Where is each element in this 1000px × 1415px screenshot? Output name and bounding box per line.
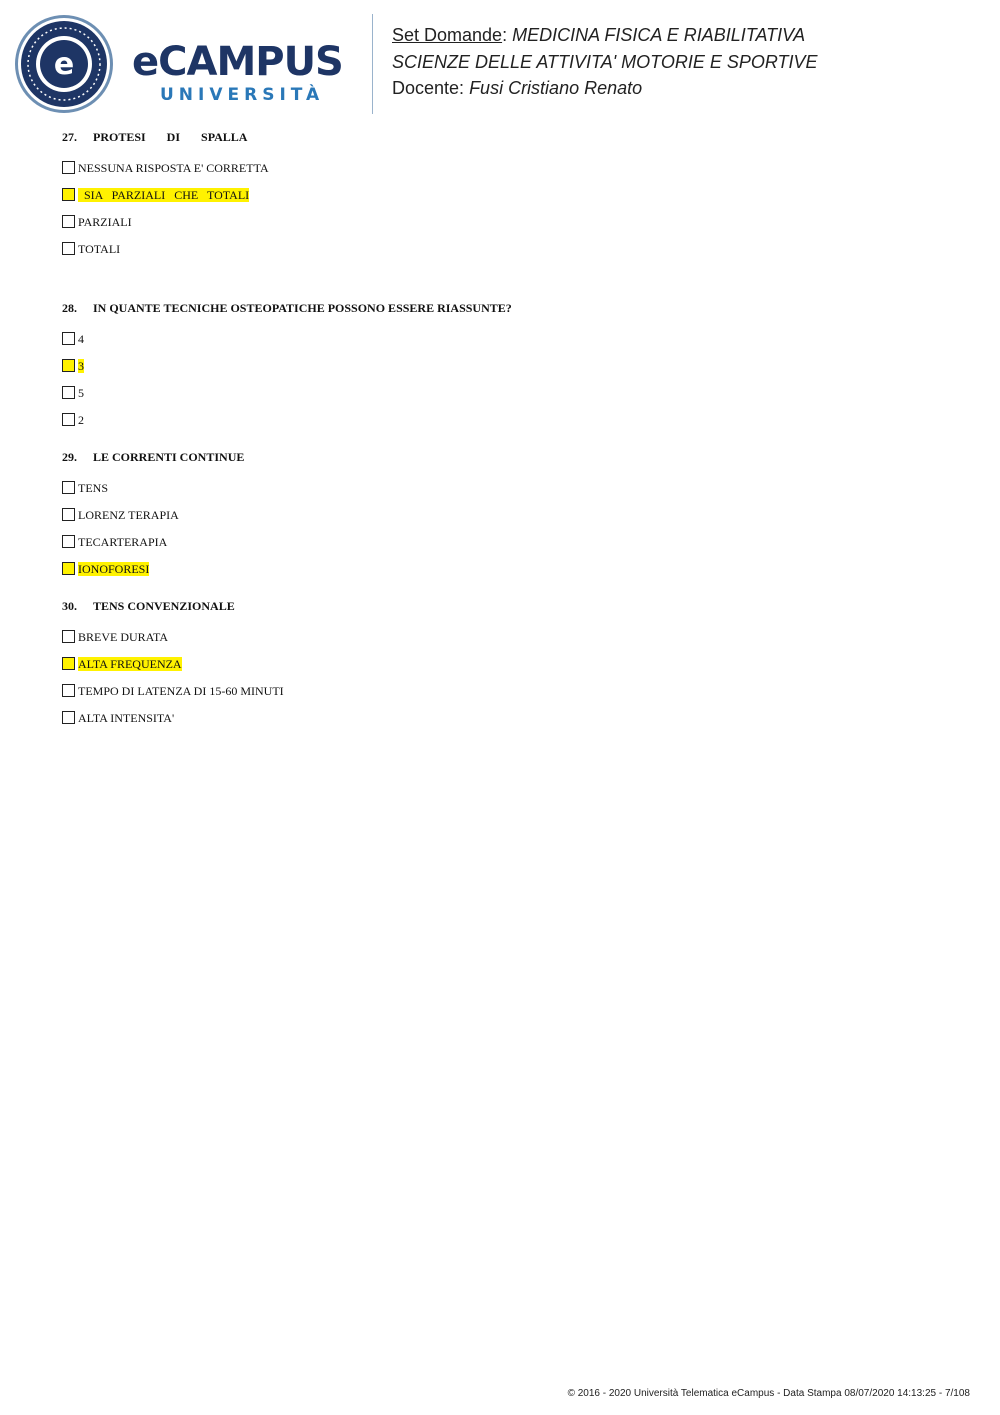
answer-text: PARZIALI (78, 214, 132, 229)
answer-option[interactable] (62, 528, 512, 555)
ecampus-seal-logo-icon (14, 14, 114, 114)
checkbox[interactable] (62, 481, 75, 494)
question-title (62, 298, 512, 318)
answer-option[interactable] (62, 677, 512, 704)
answer-option-correct[interactable] (62, 352, 512, 379)
page-footer: © 2016 - 2020 Università Telematica eCampus - Data Stampa 08/07/2020 14:13:25 - 7/108 (567, 1388, 970, 1399)
checkbox[interactable] (62, 386, 75, 399)
answer-text: ALTA INTENSITA' (78, 710, 175, 725)
question-text: LE CORRENTI CONTINUE (93, 450, 245, 464)
svg-text:e: e (53, 47, 75, 82)
checkbox[interactable] (62, 508, 75, 521)
checkbox[interactable] (62, 215, 75, 228)
answer-text: ALTA FREQUENZA (78, 656, 182, 671)
answer-text: 4 (78, 331, 84, 346)
question-title (62, 596, 512, 616)
logo-brand-text: eCAMPUS (132, 39, 343, 85)
answer-text: BREVE DURATA (78, 629, 169, 644)
checkbox[interactable] (62, 535, 75, 548)
checkbox[interactable] (62, 332, 75, 345)
question-27 (62, 127, 512, 262)
question-number: 28. (62, 301, 77, 315)
answer-option[interactable] (62, 704, 512, 731)
answer-text: LORENZ TERAPIA (78, 507, 179, 522)
answer-option-correct[interactable] (62, 181, 512, 208)
checkbox[interactable] (62, 684, 75, 697)
logo-sub-text: UNIVERSITÀ (160, 85, 325, 105)
answer-option[interactable] (62, 406, 512, 433)
answer-text: 5 (78, 385, 84, 400)
ecampus-wordmark (132, 40, 357, 106)
answer-text: TECARTERAPIA (78, 534, 168, 549)
checkbox[interactable] (62, 562, 75, 575)
teacher-label: Docente: (392, 78, 465, 98)
answer-option-correct[interactable] (62, 650, 512, 677)
checkbox[interactable] (62, 242, 75, 255)
answer-option[interactable] (62, 501, 512, 528)
checkbox[interactable] (62, 711, 75, 724)
question-text: TENS CONVENZIONALE (93, 599, 235, 613)
checkbox[interactable] (62, 657, 75, 670)
course-line-1: MEDICINA FISICA E RIABILITATIVA (512, 25, 806, 45)
answer-option[interactable] (62, 208, 512, 235)
question-text: PROTESI DI SPALLA (93, 130, 248, 144)
answer-text: 2 (78, 412, 84, 427)
course-line-2: SCIENZE DELLE ATTIVITA' MOTORIE E SPORTIVE (392, 51, 818, 72)
answer-option[interactable] (62, 235, 512, 262)
question-text: IN QUANTE TECNICHE OSTEOPATICHE POSSONO ESSERE RIASSUNTE? (93, 301, 512, 315)
page-header (0, 0, 1000, 120)
question-28 (62, 298, 512, 433)
answer-text: TENS (78, 480, 108, 495)
answer-text: SIA PARZIALI CHE TOTALI (78, 187, 250, 202)
answer-text: TOTALI (78, 241, 121, 256)
answer-text: 3 (78, 358, 84, 373)
question-number: 29. (62, 450, 77, 464)
question-title (62, 447, 512, 467)
checkbox[interactable] (62, 630, 75, 643)
answer-option[interactable] (62, 379, 512, 406)
checkbox[interactable] (62, 413, 75, 426)
answer-option-correct[interactable] (62, 555, 512, 582)
checkbox[interactable] (62, 188, 75, 201)
answer-option[interactable] (62, 623, 512, 650)
question-number: 30. (62, 599, 77, 613)
answer-option[interactable] (62, 325, 512, 352)
checkbox[interactable] (62, 359, 75, 372)
answer-text: TEMPO DI LATENZA DI 15-60 MINUTI (78, 683, 284, 698)
teacher-name: Fusi Cristiano Renato (469, 78, 643, 98)
question-title (62, 127, 512, 147)
question-number: 27. (62, 130, 77, 144)
checkbox[interactable] (62, 161, 75, 174)
header-info: Set Domande: MEDICINA FISICA E RIABILITATIVA SCIENZE DELLE ATTIVITA' MOTORIE E SPORTIVE Docente: Fusi Cristiano Renato (392, 25, 818, 98)
question-29 (62, 447, 512, 582)
set-label: Set Domande (392, 25, 503, 45)
header-divider (372, 14, 373, 114)
answer-option[interactable] (62, 154, 512, 181)
answer-text: NESSUNA RISPOSTA E' CORRETTA (78, 160, 269, 175)
answer-text: IONOFORESI (78, 561, 150, 576)
questions-list (62, 127, 512, 731)
question-30 (62, 596, 512, 731)
answer-option[interactable] (62, 474, 512, 501)
